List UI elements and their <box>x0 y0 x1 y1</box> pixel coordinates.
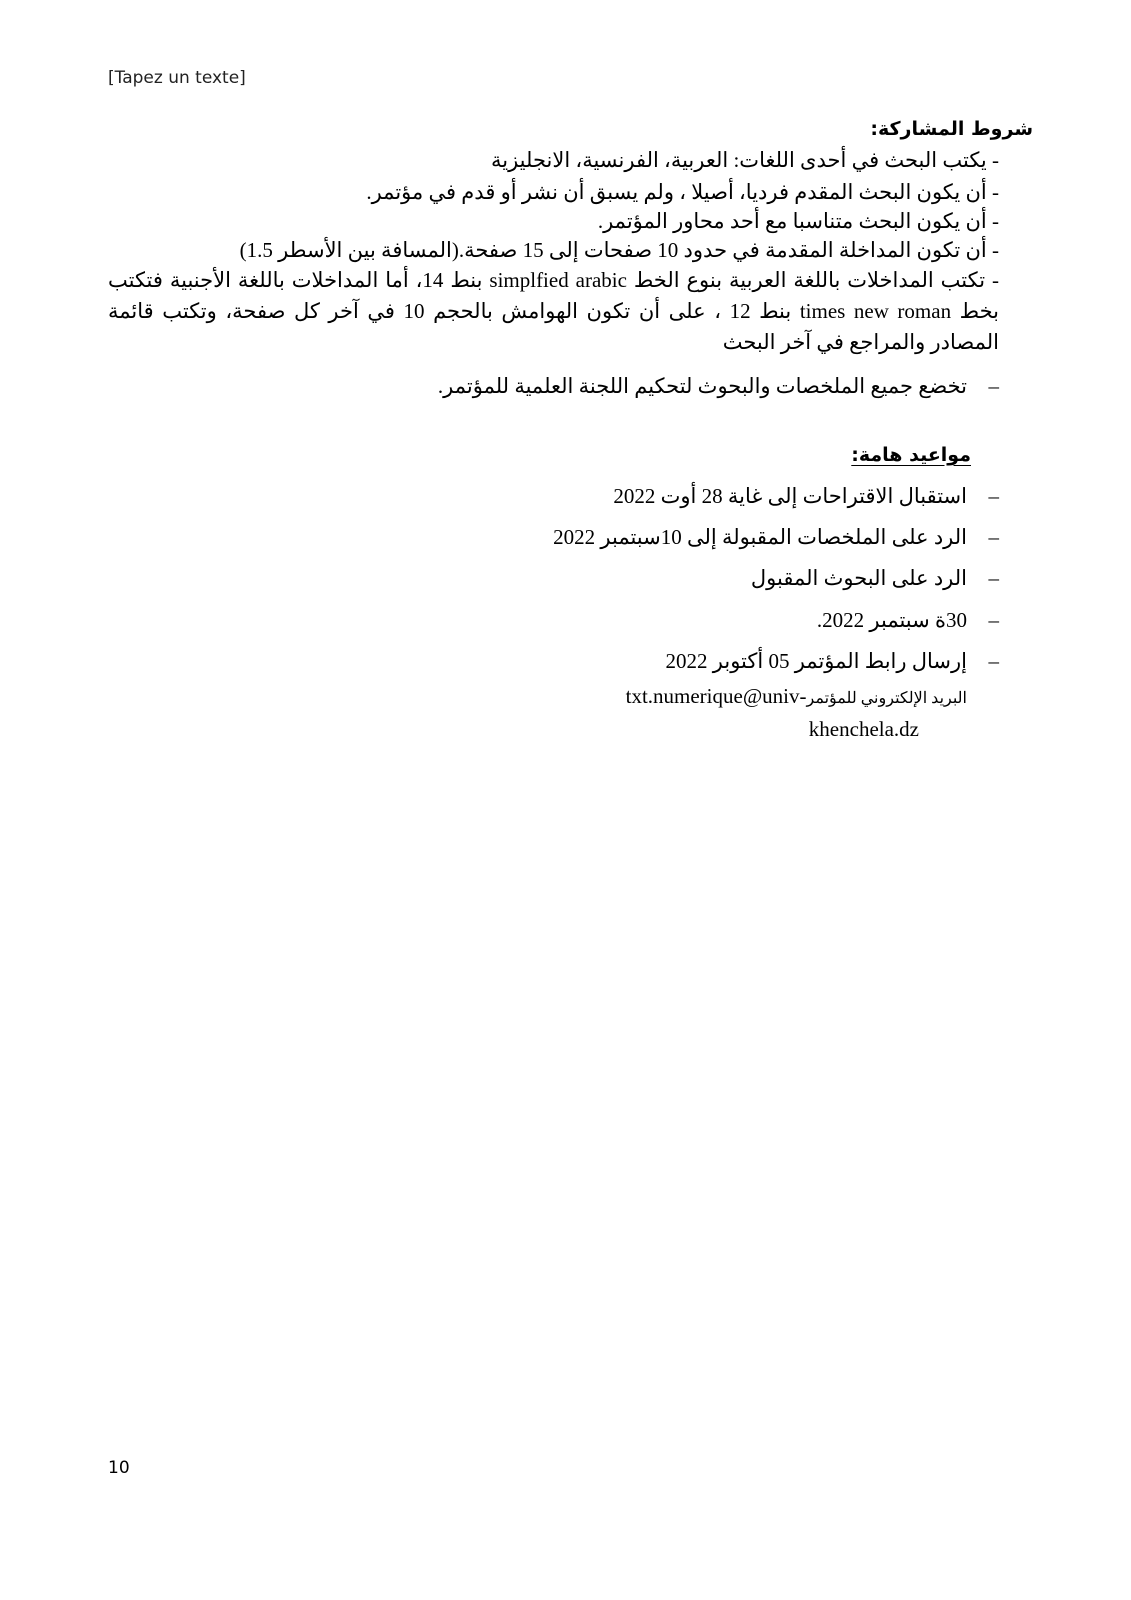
date-item-papers: الرد على البحوث المقبول <box>750 566 967 590</box>
email-line <box>626 686 967 707</box>
date-item-abstracts: الرد على الملخصات المقبولة إلى 10سبتمبر 2022 <box>553 525 967 549</box>
date-item-september: 30ة سبتمبر 2022. <box>816 608 967 632</box>
date-dash-1: – <box>988 484 999 508</box>
page-number: 10 <box>108 1458 130 1478</box>
date-dash-5: – <box>988 649 999 673</box>
condition-line-length: - أن تكون المداخلة المقدمة في حدود 10 صفحات إلى 15 صفحة.(المسافة بين الأسطر 1.5) <box>239 238 999 262</box>
review-dash: – <box>988 374 999 398</box>
header-placeholder-text: [Tapez un texte] <box>108 68 246 88</box>
review-note: تخضع جميع الملخصات والبحوث لتحكيم اللجنة العلمية للمؤتمر. <box>437 374 967 398</box>
date-dash-2: – <box>988 525 999 549</box>
condition-line-language: - يكتب البحث في أحدى اللغات: العربية، الفرنسية، الانجليزية <box>490 148 999 172</box>
email-address-part2: khenchela.dz <box>808 717 919 741</box>
email-label: البريد الإلكتروني للمؤتمر <box>806 690 967 707</box>
dates-heading: مواعيد هامة: <box>851 444 971 466</box>
condition-formatting-paragraph: - تكتب المداخلات باللغة العربية بنوع الخط simplfied arabic بنط 14، أما المداخلات باللغة الأجنبية فتكتب بخط times new roman بنط 12 ، على أن تكون الهوامش بالحجم 10 في آخر كل صفحة، وتكتب قائمة المصادر والمراجع في آخر البحث <box>108 268 1000 354</box>
conditions-heading: شروط المشاركة: <box>870 118 1033 140</box>
condition-line-relevance: - أن يكون البحث متناسبا مع أحد محاور المؤتمر. <box>597 209 999 233</box>
date-dash-3: – <box>988 566 999 590</box>
email-address-part1: txt.numerique@univ- <box>625 684 807 708</box>
date-item-link: إرسال رابط المؤتمر 05 أكتوبر 2022 <box>665 649 967 673</box>
condition-line-original: - أن يكون البحث المقدم فرديا، أصيلا ، ولم يسبق أن نشر أو قدم في مؤتمر. <box>366 180 999 204</box>
date-item-proposals: استقبال الاقتراحات إلى غاية 28 أوت 2022 <box>613 484 967 508</box>
date-dash-4: – <box>988 608 999 632</box>
